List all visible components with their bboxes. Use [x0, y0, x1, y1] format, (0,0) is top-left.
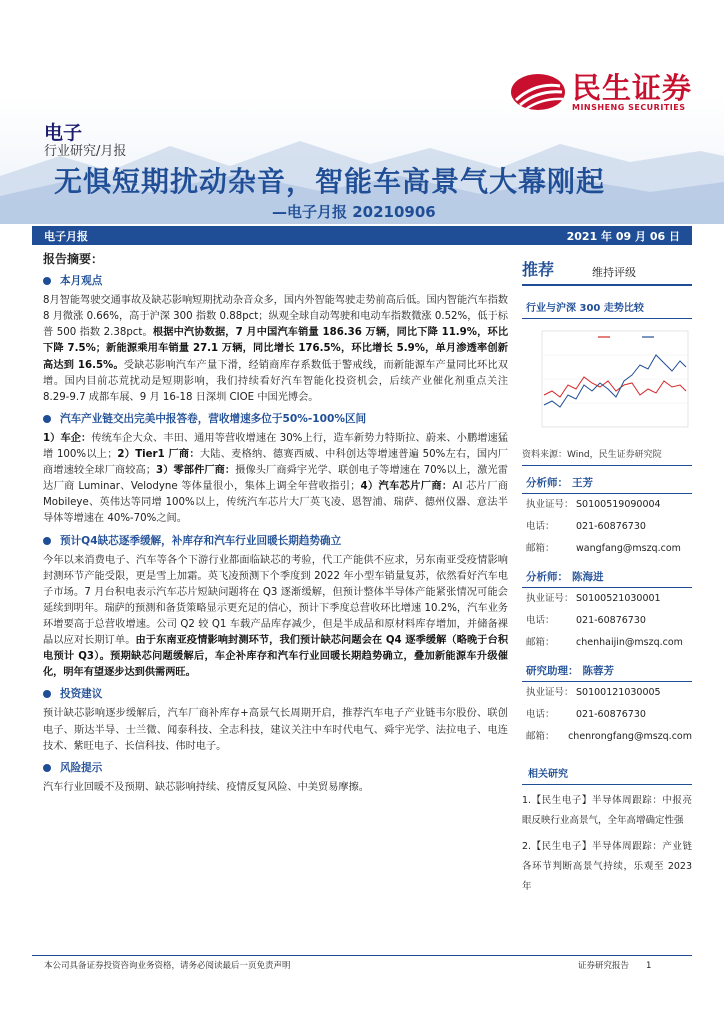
- trend-chart: [522, 325, 692, 445]
- report-series: 电子月报: [44, 229, 88, 243]
- logo-name-cn: 民生证券: [571, 70, 692, 105]
- summary-column: [43, 251, 508, 796]
- report-subtitle: —电子月报 20210906: [272, 203, 436, 221]
- info-row: 电话： 021-60876730: [526, 709, 646, 720]
- chart-source: 资料来源：Wind，民生证券研究院: [522, 447, 692, 466]
- bullet-icon: [43, 277, 51, 285]
- info-row: 邮箱： chenrongfang@mszq.com: [526, 731, 692, 742]
- bullet-icon: [43, 537, 51, 545]
- rating-note: 维持评级: [592, 266, 637, 279]
- company-logo: [508, 72, 692, 112]
- section-heading: 预计Q4缺芯逐季缓解，补库存和汽车行业回暖长期趋势确立: [43, 533, 508, 549]
- footer-disclaimer: 本公司具备证券投资咨询业务资格，请务必阅读最后一页免责声明: [44, 961, 291, 971]
- report-info-bar: [32, 226, 692, 245]
- analyst-heading: 分析师： 王芳: [522, 472, 692, 494]
- sector-label: 电子: [44, 122, 83, 144]
- info-row: 执业证号： S0100121030005: [526, 687, 661, 698]
- bullet-icon: [43, 764, 51, 772]
- related-research-link[interactable]: 1.【民生电子】半导体周跟踪：中报亮眼反映行业高景气，全年高增确定性强: [522, 795, 692, 826]
- report-title: 无惧短期扰动杂音，智能车高景气大幕刚起: [54, 165, 606, 198]
- info-row: 邮箱： wangfang@mszq.com: [526, 543, 681, 554]
- analyst-heading: 分析师： 陈海进: [522, 566, 692, 588]
- section-heading: 本月观点: [43, 273, 508, 289]
- rating: 推荐: [522, 260, 555, 279]
- sidebar: [522, 258, 692, 897]
- section-paragraph: 预计缺芯影响逐步缓解后，汽车厂商补库存+高景气长周期开启，推荐汽车电子产业链韦尔股份、联创电子、斯达半导、士兰微、闻泰科技、全志科技，建议关注中车时代电气、舜宇光学、法拉电子、电连技术、紫旺电子、长信科技、伟时电子。: [43, 708, 508, 752]
- report-type: 行业研究/月报: [44, 144, 127, 159]
- report-date: 2021 年 09 月 06 日: [566, 229, 680, 243]
- section-heading: 汽车产业链交出完美中报答卷，营收增速多位于50%-100%区间: [43, 411, 508, 427]
- logo-name-en: MINSHENG SECURITIES: [571, 102, 686, 112]
- bullet-icon: [43, 690, 51, 698]
- section-heading: 投资建议: [43, 686, 508, 702]
- section-paragraph: 今年以来消费电子、汽车等各个下游行业都面临缺芯的考验，代工产能供不应求，另东南亚受疫情影响封测环节产能受限，更是雪上加霜。英飞凌预测下个季度到 2022 年小型车销量复苏，依然看好汽车电子市场。7 月台积电表示汽车芯片短缺问题将在 Q3 逐渐缓解，但预计整体半导体产能紧张情况可能会延续到明年。瑞萨的预测和备货策略显示更充足的信心，预计下季度总营收环比增速 10.2%，汽车业务环增要高于总营收增速。公司 Q2 较 Q1 车载产品库存减少，但是半成品和原材料库存增加，并储备裸晶以应对长期订单。由于东南亚疫情影响封测环节，我们预计缺芯问题会在 Q4 逐季缓解（略晚于台积电预计 Q3）。预期缺芯问题缓解后，车企补库存和汽车行业回暖长期趋势确立，叠加新能源车升级催化，明年有望逐步达到供需两旺。: [43, 554, 509, 679]
- series-red-line: [544, 377, 686, 397]
- trend-chart-svg: [522, 325, 692, 445]
- info-row: 邮箱： chenhaijin@mszq.com: [526, 637, 683, 648]
- section-paragraph: 8月智能驾驶交通事故及缺芯影响短期扰动杂音众多，国内外智能驾驶走势前高后低。国内智能汽车指数 8 月微涨 0.66%，高于沪深 300 指数 0.88pct；纵观全球自动驾驶和电动车指数微涨 0.52%，低于标普 500 指数 2.38pct。根据中汽协数据，7 月中国汽车销量 186.36 万辆，同比下降 11.9%，环比下降 7.5%；新能源乘用车销量 27.1 万辆，同比增长 176.5%，环比增长 5.9%，单月渗透率创新高达到 16.5%。受缺芯影响汽车产量下滑，经销商库存系数低于警戒线，而新能源车产量同比环比双增。国内目前芯荒扰动是短期影响，我们持续看好汽车智能化投资机会，后续产业催化剂重点关注 8.29-9.7 成都车展、9 月 16-18 日深圳 CIOE 中国光博会。: [43, 295, 509, 403]
- summary-title: 报告摘要：: [43, 252, 104, 266]
- related-research-link[interactable]: 2.【民生电子】半导体周跟踪：产业链各环节判断高景气持续，乐观至 2023 年: [522, 841, 692, 892]
- footer-page-info: 证券研究报告 1: [578, 961, 652, 971]
- analyst-heading: 研究助理： 陈蓉芳: [522, 660, 692, 682]
- section-paragraph: 汽车行业回暖不及预期、缺芯影响持续、疫情反复风险、中美贸易摩擦。: [43, 781, 369, 793]
- related-research-heading: 相关研究: [522, 762, 692, 785]
- logo-swoosh-icon: [508, 72, 568, 112]
- info-row: 执业证号： S0100521030001: [526, 593, 661, 604]
- info-row: 电话： 021-60876730: [526, 521, 646, 532]
- bullet-icon: [43, 415, 51, 423]
- info-row: 电话： 021-60876730: [526, 615, 646, 626]
- chart-heading: 行业与沪深 300 走势比较: [522, 296, 692, 319]
- rating-row: [522, 258, 692, 286]
- footer-divider: [32, 955, 692, 956]
- info-row: 执业证号： S0100519090004: [526, 499, 661, 510]
- section-heading: 风险提示: [43, 760, 508, 776]
- section-paragraph: 1）车企：传统车企大众、丰田、通用等营收增速在 30%上行，造车新势力特斯拉、蔚来、小鹏增速猛增 100%以上；2）Tier1 厂商：大陆、麦格纳、德赛西威、中科创达等增速普遍 50%左右，国内厂商增速较全球厂商较高；3）零部件厂商：摄像头厂商舜宇光学、联创电子等增速在 70%以上，激光雷达厂商 Luminar、Velodyne 等体量很小，集体上调全年营收指引；4）汽车芯片厂商：AI 芯片厂商 Mobileye、英伟达等同增 100%以上，传统汽车芯片大厂英飞凌、恩智浦、瑞萨、德州仪器、意法半导体等增速在 40%-70%之间。: [43, 432, 508, 525]
